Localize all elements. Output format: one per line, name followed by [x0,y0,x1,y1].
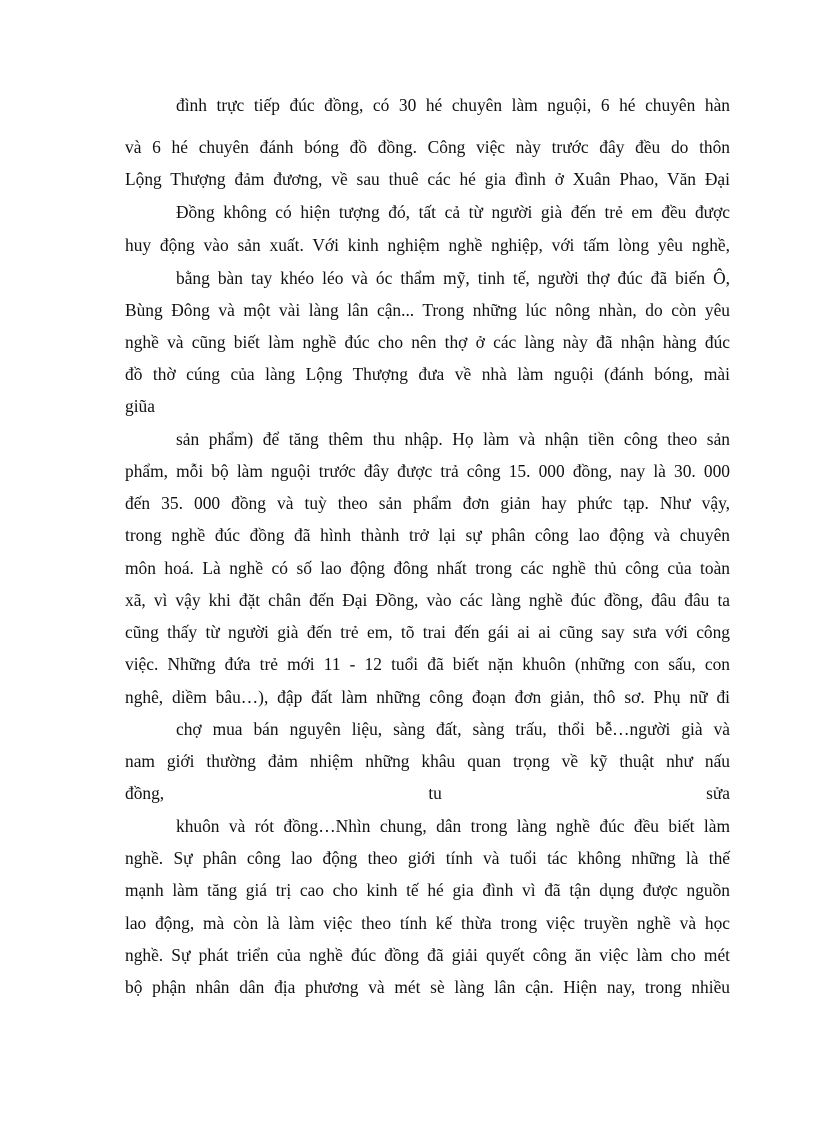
text-line: nghê, diềm bâu…), đập đất làm những công đoạn đơn giản, thô sơ. Phụ nữ đi [125,687,730,707]
text-line: đến 35. 000 đồng và tuỳ theo sản phẩm đơn giản hay phức tạp. Như vậy, [125,493,730,513]
text-line: cũng thấy từ người già đến trẻ em, tõ trai đến gái ai ai cũng say sưa với công [125,622,730,642]
text-line: mạnh làm tăng giá trị cao cho kinh tế hé gia đình vì đã tận dụng được nguồn [125,880,730,900]
text-line: trong nghề đúc đồng đã hình thành trở lại sự phân công lao động và chuyên [125,525,730,545]
text-line: nghề và cũng biết làm nghề đúc cho nên thợ ở các làng này đã nhận hàng đúc [125,332,730,352]
text-line: bộ phận nhân dân địa phương và mét sè làng lân cận. Hiện nay, trong nhiều [125,977,730,997]
text-line: phẩm, mỗi bộ làm nguội trước đây được trả công 15. 000 đồng, nay là 30. 000 [125,461,730,481]
text-line: sản phẩm) để tăng thêm thu nhập. Họ làm và nhận tiền công theo sản [176,429,730,449]
text-line: và 6 hé chuyên đánh bóng đồ đồng. Công việc này trước đây đều do thôn [125,137,730,157]
text-line: nam giới thường đảm nhiệm những khâu quan trọng về kỹ thuật như nấu [125,751,730,771]
text-line: đồng, tu sửa [125,783,730,803]
text-line: huy động vào sản xuất. Với kinh nghiệm nghề nghiệp, với tấm lòng yêu nghề, [125,235,730,255]
text-line: nghề. Sự phát triển của nghề đúc đồng đã giải quyết công ăn việc làm cho mét [125,945,730,965]
text-line: giũa [125,396,155,416]
text-line: việc. Những đứa trẻ mới 11 - 12 tuổi đã biết nặn khuôn (những con sấu, con [125,654,730,674]
text-line: khuôn và rót đồng…Nhìn chung, dân trong làng nghề đúc đều biết làm [176,816,730,836]
text-line: xã, vì vậy khi đặt chân đến Đại Đồng, vào các làng nghề đúc đồng, đâu đâu ta [125,590,730,610]
text-line: Bùng Đông và một vài làng lân cận... Trong những lúc nông nhàn, do còn yêu [125,300,730,320]
text-line: đồ thờ cúng của làng Lộng Thượng đưa về nhà làm nguội (đánh bóng, mài [125,364,730,384]
text-line: đình trực tiếp đúc đồng, có 30 hé chuyên làm nguội, 6 hé chuyên hàn [176,95,730,115]
text-line: lao động, mà còn là làm việc theo tính kế thừa trong việc truyền nghề và học [125,913,730,933]
text-line: môn hoá. Là nghề có số lao động đông nhất trong các nghề thủ công của toàn [125,558,730,578]
text-line: bằng bàn tay khéo léo và óc thẩm mỹ, tinh tế, người thợ đúc đã biến Ô, [176,268,730,288]
text-line: chợ mua bán nguyên liệu, sàng đất, sàng trấu, thổi bễ…người già và [176,719,730,739]
text-line: Đồng không có hiện tượng đó, tất cả từ người già đến trẻ em đều được [176,202,730,222]
text-line: Lộng Thượng đảm đương, về sau thuê các hé gia đình ở Xuân Phao, Văn Đại [125,169,730,189]
text-line: nghề. Sự phân công lao động theo giới tính và tuổi tác không những là thế [125,848,730,868]
